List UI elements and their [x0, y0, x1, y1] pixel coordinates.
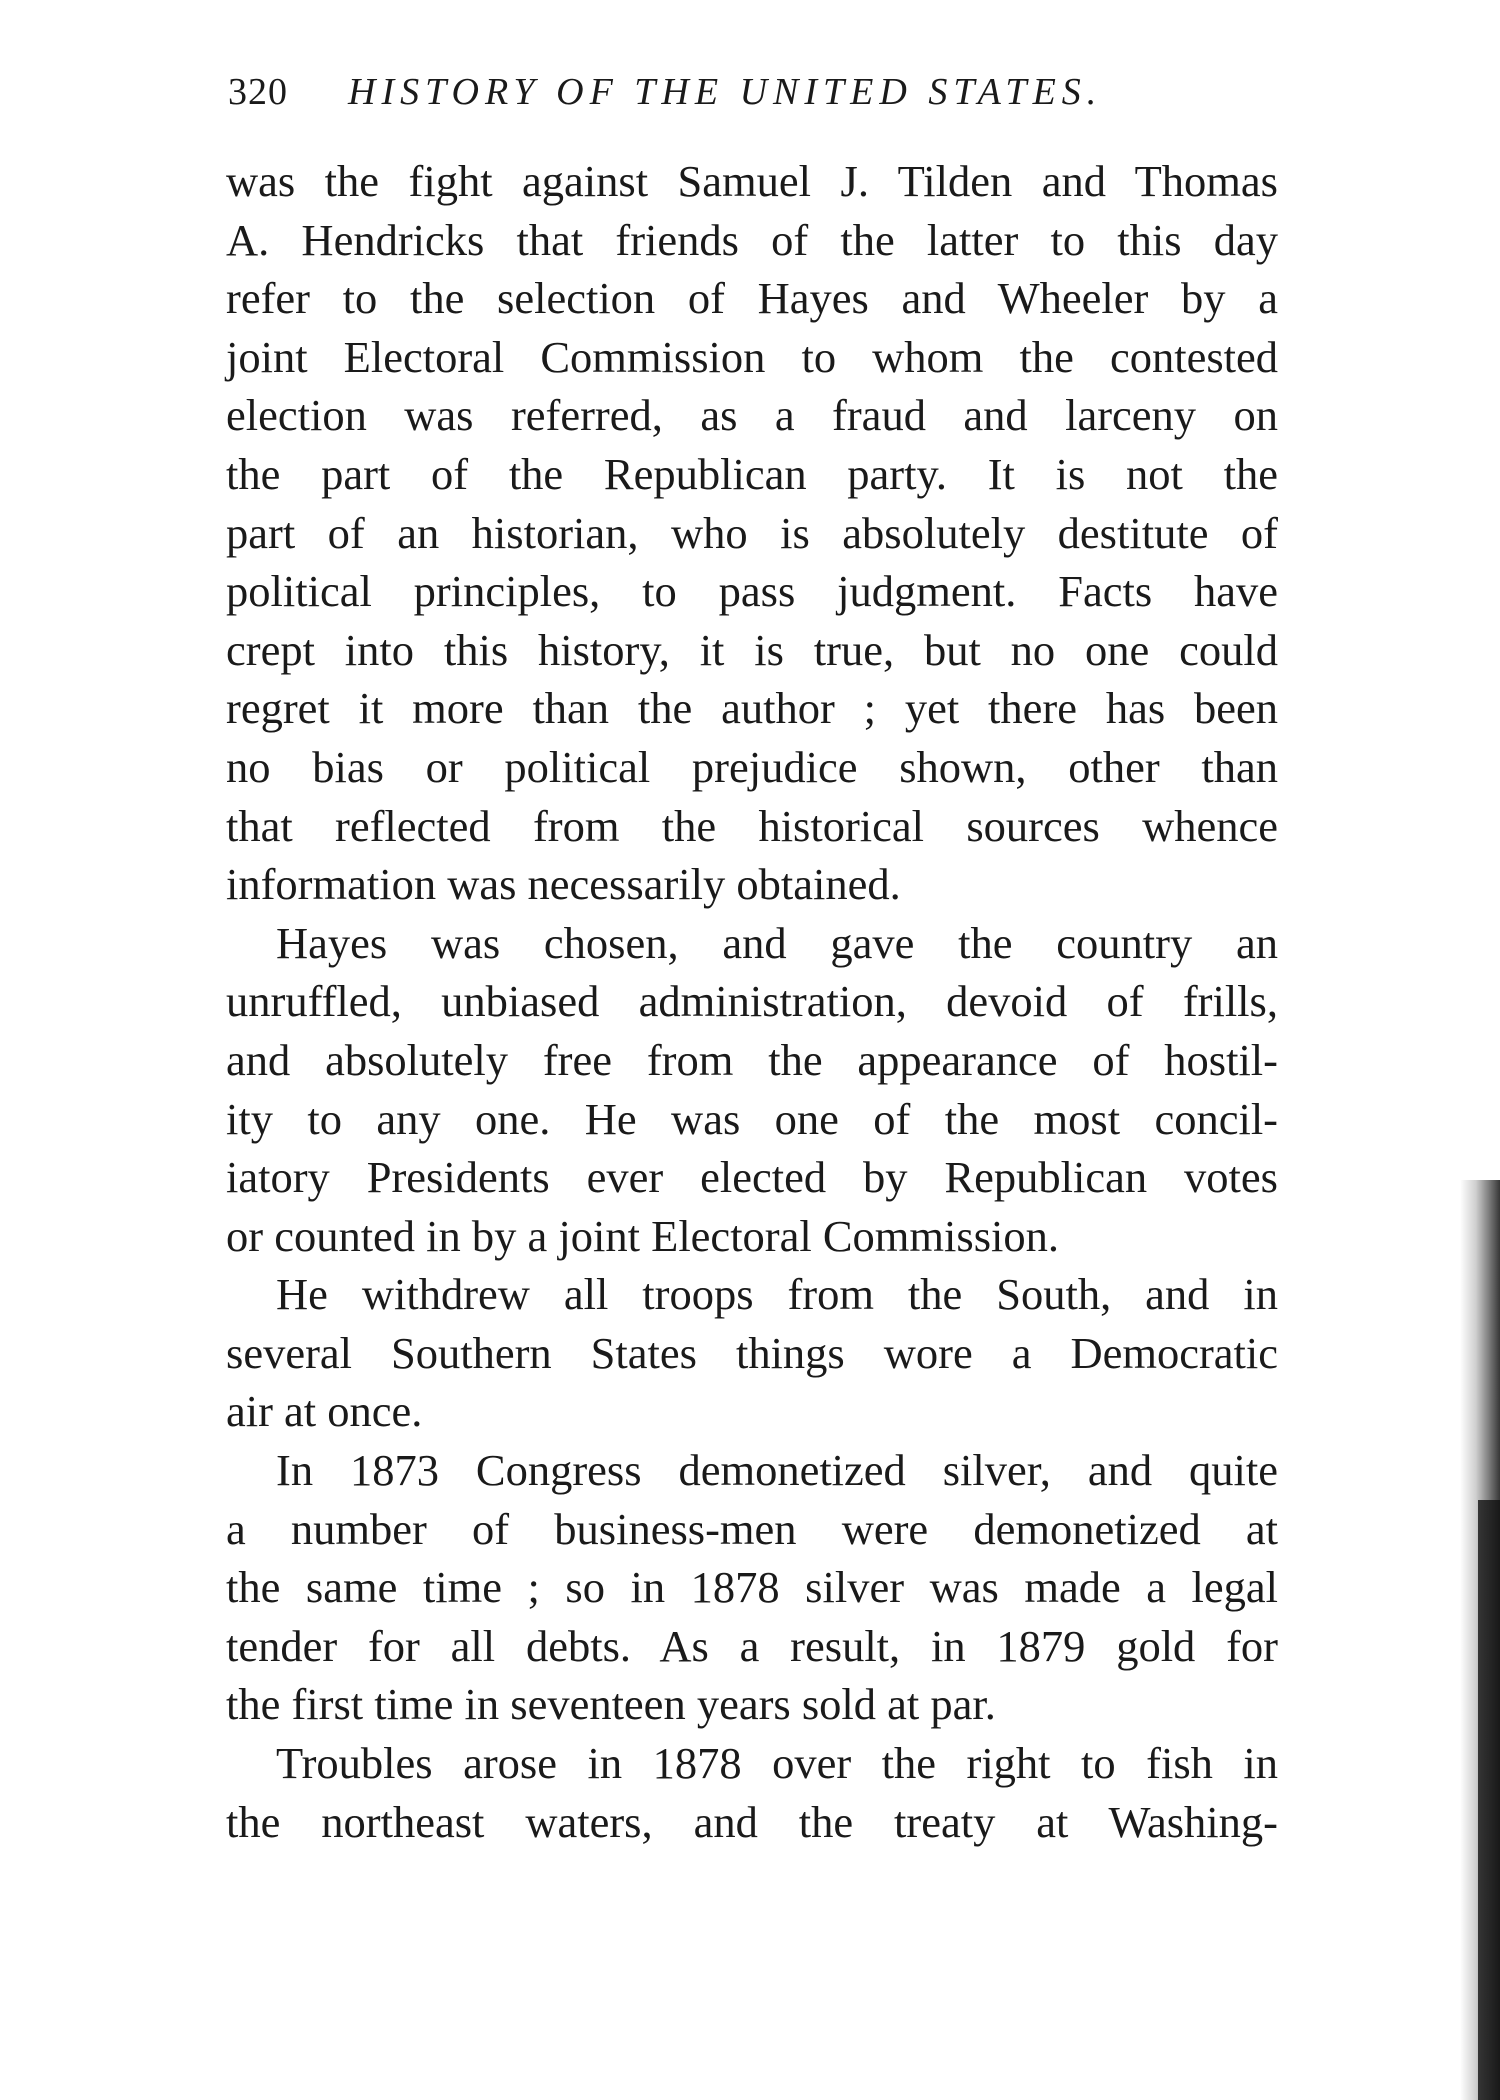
text-line: In 1873 Congress demonetized silver, and quite: [276, 1445, 1278, 1496]
text-line: and absolutely free from the appearance of hostil-: [226, 1034, 1278, 1085]
text-line: Troubles arose in 1878 over the right to fish in: [276, 1738, 1278, 1789]
text-line: Hayes was chosen, and gave the country an: [276, 917, 1278, 968]
running-title: HISTORY OF THE UNITED STATES.: [348, 71, 1103, 113]
text-line: part of an historian, who is absolutely destitute of: [226, 507, 1278, 558]
text-line: the part of the Republican party. It is not the: [226, 448, 1278, 499]
text-line: that reflected from the historical sources whence: [226, 800, 1278, 851]
text-line: a number of business-men were demonetized at: [226, 1503, 1278, 1554]
text-line: the same time ; so in 1878 silver was made a legal: [226, 1562, 1278, 1613]
text-line: election was referred, as a fraud and larceny on: [226, 390, 1278, 441]
text-line: air at once.: [226, 1386, 423, 1437]
page-number: 320: [228, 71, 288, 113]
text-line: joint Electoral Commission to whom the contested: [226, 331, 1278, 382]
body-text: [226, 152, 1278, 1851]
text-line: A. Hendricks that friends of the latter to this day: [226, 214, 1278, 265]
text-line: ity to any one. He was one of the most concil-: [226, 1093, 1278, 1144]
text-line: crept into this history, it is true, but no one could: [226, 624, 1278, 675]
text-line: unruffled, unbiased administration, devoid of frills,: [226, 976, 1278, 1027]
text-line: regret it more than the author ; yet there has been: [226, 683, 1278, 734]
running-head: [228, 62, 1278, 122]
text-line: or counted in by a joint Electoral Commission.: [226, 1210, 1060, 1261]
text-line: was the fight against Samuel J. Tilden and Thomas: [226, 156, 1278, 206]
text-line: iatory Presidents ever elected by Republican votes: [226, 1152, 1278, 1203]
text-line: tender for all debts. As a result, in 1879 gold for: [226, 1620, 1278, 1671]
text-line: refer to the selection of Hayes and Wheeler by a: [226, 273, 1278, 324]
text-line: political principles, to pass judgment. Facts have: [226, 566, 1278, 617]
text-line: the first time in seventeen years sold at par.: [226, 1679, 996, 1730]
text-line: He withdrew all troops from the South, and in: [276, 1269, 1278, 1320]
text-line: the northeast waters, and the treaty at Washing-: [226, 1796, 1278, 1847]
text-line: no bias or political prejudice shown, other than: [226, 741, 1278, 792]
scan-edge-dark: [1478, 1500, 1500, 2100]
text-line: information was necessarily obtained.: [226, 859, 901, 910]
text-line: several Southern States things wore a Democratic: [226, 1327, 1278, 1378]
